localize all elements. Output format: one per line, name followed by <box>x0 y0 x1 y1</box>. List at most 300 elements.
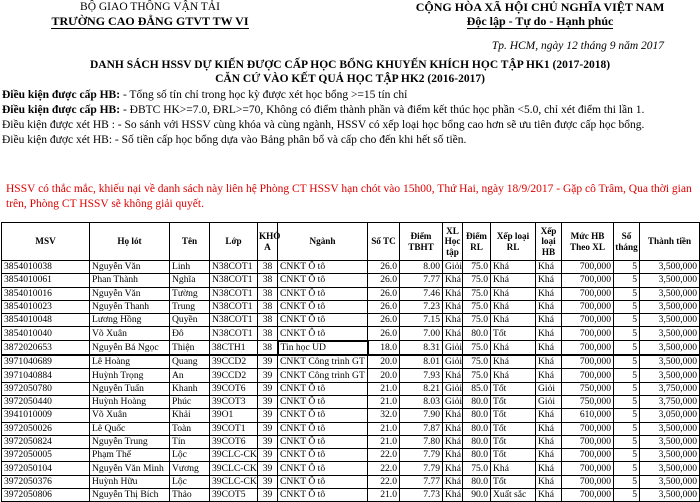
col-nganh-cell: CNKT Ô tô <box>278 314 368 327</box>
col-ho-lot-cell: Võ Xuân <box>90 327 170 341</box>
col-diem-tbht-cell: 7.79 <box>400 462 443 475</box>
col-diem-tbht-cell: 7.23 <box>400 300 443 313</box>
col-diem-tbht-cell: 8.00 <box>400 261 443 274</box>
col-diem-rl-cell: 80.0 <box>463 435 491 448</box>
col-so-tc-cell: 21.0 <box>368 382 400 395</box>
col-ho-lot-cell: Nguyễn Trung <box>90 435 170 448</box>
col-so-thang-cell: 5 <box>614 369 640 382</box>
table-row <box>2 422 700 435</box>
col-lop-cell: N38COT1 <box>210 314 258 327</box>
col-ten-cell: Toàn <box>170 422 210 435</box>
col-msv-cell: 3854010048 <box>2 314 90 327</box>
col-thanh-tien-cell: 3,500,000 <box>640 422 700 435</box>
col-lop-cell: 39CLC-CK <box>210 462 258 475</box>
col-ten-cell: Thiện <box>170 341 210 355</box>
col-thanh-tien-cell: 3,500,000 <box>640 314 700 327</box>
table-row <box>2 409 700 422</box>
col-xep-loai-rl-cell: Khá <box>491 261 536 274</box>
col-xep-loai-hb-cell: Khá <box>536 341 562 355</box>
col-ho-lot-cell: Nguyễn Thị Bích <box>90 489 170 502</box>
col-lop-cell: N38COT1 <box>210 274 258 287</box>
col-nganh-cell: CNKT Ô tô <box>278 435 368 448</box>
col-nganh-cell: CNKT Ô tô <box>278 287 368 300</box>
col-msv-cell: 3972050806 <box>2 489 90 502</box>
condition-text: - Số tiền cấp học bổng dựa vào Bảng phân bổ và cấp cho đến khi hết số tiền. <box>112 134 467 146</box>
col-muc-hb-cell: 750,000 <box>562 382 614 395</box>
col-lop-cell: N38COT1 <box>210 300 258 313</box>
col-khoa-cell: 38 <box>258 314 278 327</box>
col-diem-rl-header: Điểm RL <box>463 223 491 261</box>
col-xep-loai-rl-cell: Khá <box>491 462 536 475</box>
col-thanh-tien-cell: 3,500,000 <box>640 449 700 462</box>
col-so-tc-cell: 18.0 <box>368 341 400 355</box>
col-lop-cell: 39COT6 <box>210 435 258 448</box>
col-xl-hoc-tap-cell: Khá <box>443 422 463 435</box>
col-lop-cell: N38COT1 <box>210 287 258 300</box>
col-muc-hb-cell: 700,000 <box>562 300 614 313</box>
col-ho-lot-cell: Nguyễn Tuấn <box>90 382 170 395</box>
col-ho-lot-cell: Huỳnh Trọng <box>90 369 170 382</box>
condition-2 <box>2 104 644 116</box>
col-xep-loai-hb-cell: Khá <box>536 435 562 448</box>
col-muc-hb-cell: 700,000 <box>562 341 614 355</box>
col-diem-rl-cell: 75.0 <box>463 314 491 327</box>
table-row <box>2 382 700 395</box>
col-diem-rl-cell: 75.0 <box>463 355 491 369</box>
col-xep-loai-hb-cell: Khá <box>536 327 562 341</box>
col-so-thang-cell: 5 <box>614 435 640 448</box>
col-so-tc-cell: 26.0 <box>368 314 400 327</box>
table-row <box>2 355 700 369</box>
col-nganh-cell: CNKT Ô tô <box>278 475 368 488</box>
col-ten-cell: Tín <box>170 435 210 448</box>
col-diem-rl-cell: 90.0 <box>463 489 491 502</box>
col-nganh-cell: Tin học UD <box>278 341 368 355</box>
national-heading <box>380 0 700 29</box>
col-muc-hb-cell: 700,000 <box>562 435 614 448</box>
col-ten-cell: Phúc <box>170 395 210 408</box>
col-ten-cell: An <box>170 369 210 382</box>
col-ten-cell: Đô <box>170 327 210 341</box>
col-xep-loai-hb-cell: Khá <box>536 314 562 327</box>
col-msv-cell: 3972050440 <box>2 395 90 408</box>
col-msv-header: MSV <box>2 223 90 261</box>
col-thanh-tien-cell: 3,500,000 <box>640 355 700 369</box>
col-xl-hoc-tap-cell: Giỏi <box>443 355 463 369</box>
col-xep-loai-hb-cell: Khá <box>536 422 562 435</box>
col-msv-cell: 3854010061 <box>2 274 90 287</box>
col-so-thang-cell: 5 <box>614 409 640 422</box>
col-diem-rl-cell: 80.0 <box>463 422 491 435</box>
condition-4 <box>2 134 466 146</box>
col-so-tc-cell: 26.0 <box>368 300 400 313</box>
col-ten-cell: Nghĩa <box>170 274 210 287</box>
col-xl-hoc-tap-cell: Giỏi <box>443 341 463 355</box>
national-motto: Độc lập - Tự do - Hạnh phúc <box>466 14 614 28</box>
col-xep-loai-rl-cell: Tốt <box>491 435 536 448</box>
col-diem-rl-cell: 85.0 <box>463 382 491 395</box>
col-ho-lot-cell: Huỳnh Hữu <box>90 475 170 488</box>
col-xep-loai-hb-cell: Khá <box>536 300 562 313</box>
table-row <box>2 287 700 300</box>
col-msv-cell: 3972050026 <box>2 422 90 435</box>
col-xl-hoc-tap-cell: Khá <box>443 489 463 502</box>
col-msv-cell: 3854010040 <box>2 327 90 341</box>
col-xl-hoc-tap-header: XL Học tập <box>443 223 463 261</box>
col-so-tc-cell: 26.0 <box>368 261 400 274</box>
col-ho-lot-cell: Nguyễn Văn <box>90 287 170 300</box>
col-diem-tbht-cell: 8.03 <box>400 395 443 408</box>
col-diem-rl-cell: 75.0 <box>463 300 491 313</box>
col-xep-loai-rl-cell: Xuất sắc <box>491 489 536 502</box>
condition-text: : - So sánh với HSSV cùng khóa và cùng ngành, HSSV có xếp loại học bổng cao hơn sẽ ưu tiên được cấp học bổng. <box>108 119 645 131</box>
col-nganh-cell: CNKT Ô tô <box>278 462 368 475</box>
col-khoa-cell: 38 <box>258 341 278 355</box>
col-diem-tbht-cell: 7.93 <box>400 369 443 382</box>
ministry-name: BỘ GIAO THÔNG VẬN TẢI <box>80 1 220 13</box>
col-khoa-cell: 39 <box>258 475 278 488</box>
col-khoa-cell: 39 <box>258 409 278 422</box>
col-xep-loai-hb-cell: Khá <box>536 449 562 462</box>
table-row <box>2 435 700 448</box>
col-msv-cell: 3972050780 <box>2 382 90 395</box>
col-xep-loai-rl-cell: Khá <box>491 314 536 327</box>
col-so-tc-cell: 26.0 <box>368 274 400 287</box>
condition-label: Điều kiện được cấp HB: <box>2 104 121 116</box>
col-muc-hb-cell: 700,000 <box>562 489 614 502</box>
col-xl-hoc-tap-cell: Khá <box>443 314 463 327</box>
col-thanh-tien-cell: 3,750,000 <box>640 382 700 395</box>
col-msv-cell: 3854010038 <box>2 261 90 274</box>
col-ten-cell: Quyền <box>170 314 210 327</box>
col-thanh-tien-cell: 3,500,000 <box>640 327 700 341</box>
col-diem-rl-cell: 75.0 <box>463 287 491 300</box>
col-ho-lot-cell: Nguyễn Văn <box>90 261 170 274</box>
col-ten-cell: Khải <box>170 409 210 422</box>
col-msv-cell: 3972050824 <box>2 435 90 448</box>
col-ho-lot-cell: Lê Quốc <box>90 422 170 435</box>
col-khoa-cell: 39 <box>258 489 278 502</box>
col-ho-lot-cell: Nguyễn Văn Minh <box>90 462 170 475</box>
col-msv-cell: 3972050104 <box>2 462 90 475</box>
col-thanh-tien-cell: 3,750,000 <box>640 395 700 408</box>
condition-label: Điều kiện được xét HB: <box>2 134 113 146</box>
table-row <box>2 369 700 382</box>
col-xl-hoc-tap-cell: Khá <box>443 475 463 488</box>
col-xep-loai-rl-cell: Khá <box>491 274 536 287</box>
col-nganh-cell: CNKT Ô tô <box>278 274 368 287</box>
col-diem-tbht-cell: 8.31 <box>400 341 443 355</box>
col-xep-loai-hb-cell: Khá <box>536 261 562 274</box>
col-ho-lot-cell: Nguyễn Thanh <box>90 300 170 313</box>
condition-1 <box>2 89 407 101</box>
col-ho-lot-cell: Phan Thành <box>90 274 170 287</box>
col-so-tc-header: Số TC <box>368 223 400 261</box>
table-row <box>2 462 700 475</box>
col-diem-tbht-header: Điểm TBHT <box>400 223 443 261</box>
col-ho-lot-cell: Huỳnh Hoàng <box>90 395 170 408</box>
document-subtitle: CĂN CỨ VÀO KẾT QUẢ HỌC TẬP HK2 (2016-2017) <box>215 73 485 85</box>
col-ten-header: Tên <box>170 223 210 261</box>
table-row <box>2 341 700 355</box>
col-xl-hoc-tap-cell: Khá <box>443 274 463 287</box>
col-muc-hb-cell: 700,000 <box>562 369 614 382</box>
col-khoa-cell: 39 <box>258 449 278 462</box>
col-khoa-cell: 39 <box>258 355 278 369</box>
col-thanh-tien-cell: 3,500,000 <box>640 462 700 475</box>
col-xep-loai-hb-cell: Khá <box>536 287 562 300</box>
col-so-tc-cell: 21.0 <box>368 435 400 448</box>
col-nganh-cell: CNKT Ô tô <box>278 395 368 408</box>
col-xep-loai-rl-cell: Tốt <box>491 475 536 488</box>
col-xep-loai-rl-cell: Tốt <box>491 395 536 408</box>
col-nganh-cell: CNKT Ô tô <box>278 489 368 502</box>
col-ho-lot-cell: Võ Xuân <box>90 409 170 422</box>
col-ten-cell: Vương <box>170 462 210 475</box>
col-khoa-header: KHÓ A <box>258 223 278 261</box>
col-khoa-cell: 39 <box>258 382 278 395</box>
col-ten-cell: Thảo <box>170 489 210 502</box>
col-khoa-cell: 38 <box>258 300 278 313</box>
col-lop-cell: 39COT5 <box>210 489 258 502</box>
col-so-thang-cell: 5 <box>614 355 640 369</box>
col-thanh-tien-cell: 3,500,000 <box>640 489 700 502</box>
col-khoa-cell: 39 <box>258 369 278 382</box>
col-xl-hoc-tap-cell: Giỏi <box>443 382 463 395</box>
complaint-notice: HSSV có thắc mắc, khiếu nại về danh sách này liên hệ Phòng CT HSSV hạn chót vào 15h00, Thứ Hai, ngày 18/9/2017 - Gặp cô Trâm, Qua thời gian trên, Phòng CT HSSV sẽ không giải quyết. <box>6 183 692 210</box>
col-thanh-tien-cell: 3,500,000 <box>640 341 700 355</box>
col-thanh-tien-cell: 3,500,000 <box>640 300 700 313</box>
col-diem-tbht-cell: 7.77 <box>400 274 443 287</box>
col-nganh-cell: CNKT Ô tô <box>278 409 368 422</box>
col-xl-hoc-tap-cell: Khá <box>443 449 463 462</box>
col-xep-loai-rl-cell: Tốt <box>491 449 536 462</box>
col-xl-hoc-tap-cell: Khá <box>443 287 463 300</box>
col-msv-cell: 3971040884 <box>2 369 90 382</box>
col-nganh-cell: CNKT Ô tô <box>278 300 368 313</box>
col-thanh-tien-cell: 3,500,000 <box>640 475 700 488</box>
col-xep-loai-rl-cell: Tốt <box>491 409 536 422</box>
col-xl-hoc-tap-cell: Khá <box>443 369 463 382</box>
col-ho-lot-header: Họ lót <box>90 223 170 261</box>
col-so-thang-cell: 5 <box>614 395 640 408</box>
col-muc-hb-cell: 700,000 <box>562 287 614 300</box>
col-muc-hb-cell: 700,000 <box>562 274 614 287</box>
col-ho-lot-cell: Nguyễn Bá Ngọc <box>90 341 170 355</box>
col-so-tc-cell: 22.0 <box>368 475 400 488</box>
col-xep-loai-rl-cell: Khá <box>491 287 536 300</box>
table-row <box>2 274 700 287</box>
col-diem-tbht-cell: 7.73 <box>400 489 443 502</box>
col-diem-tbht-cell: 8.01 <box>400 355 443 369</box>
col-khoa-cell: 39 <box>258 435 278 448</box>
col-diem-rl-cell: 80.0 <box>463 475 491 488</box>
col-diem-tbht-cell: 7.00 <box>400 327 443 341</box>
col-xep-loai-rl-cell: Khá <box>491 369 536 382</box>
document-title: DANH SÁCH HSSV DỰ KIẾN ĐƯỢC CẤP HỌC BỔNG KHUYẾN KHÍCH HỌC TẬP HK1 (2017-2018) <box>89 59 611 71</box>
col-xep-loai-hb-cell: Khá <box>536 489 562 502</box>
col-msv-cell: 3972050005 <box>2 449 90 462</box>
col-so-thang-cell: 5 <box>614 462 640 475</box>
col-xl-hoc-tap-cell: Khá <box>443 327 463 341</box>
col-thanh-tien-cell: 3,500,000 <box>640 274 700 287</box>
col-xep-loai-hb-cell: Khá <box>536 409 562 422</box>
col-muc-hb-cell: 700,000 <box>562 475 614 488</box>
col-diem-rl-cell: 80.0 <box>463 327 491 341</box>
col-muc-hb-cell: 700,000 <box>562 355 614 369</box>
table-row <box>2 395 700 408</box>
col-xl-hoc-tap-cell: Khá <box>443 462 463 475</box>
col-thanh-tien-cell: 3,500,000 <box>640 369 700 382</box>
col-msv-cell: 3854010023 <box>2 300 90 313</box>
col-khoa-cell: 38 <box>258 327 278 341</box>
col-xep-loai-hb-cell: Khá <box>536 475 562 488</box>
col-so-thang-cell: 5 <box>614 475 640 488</box>
col-nganh-cell: CNKT Ô tô <box>278 449 368 462</box>
col-ten-cell: Lộc <box>170 449 210 462</box>
col-ho-lot-cell: Phạm Thế <box>90 449 170 462</box>
table-row <box>2 300 700 313</box>
col-ten-cell: Lộc <box>170 475 210 488</box>
col-nganh-header: Ngành <box>278 223 368 261</box>
col-lop-cell: 38CTH1 <box>210 341 258 355</box>
col-so-tc-cell: 21.0 <box>368 489 400 502</box>
col-so-tc-cell: 21.0 <box>368 422 400 435</box>
col-diem-rl-cell: 80.0 <box>463 449 491 462</box>
col-ten-cell: Khanh <box>170 382 210 395</box>
col-muc-hb-cell: 700,000 <box>562 422 614 435</box>
condition-text: - ĐBTC HK>=7.0, ĐRL>=70, Không có điểm thành phần và điểm kết thúc học phần <5.0, chỉ xét điểm thi lần 1. <box>120 104 645 116</box>
col-so-thang-cell: 5 <box>614 382 640 395</box>
table-row <box>2 489 700 502</box>
col-so-thang-cell: 5 <box>614 287 640 300</box>
col-xep-loai-rl-cell: Tốt <box>491 382 536 395</box>
col-ten-cell: Linh <box>170 261 210 274</box>
col-msv-cell: 3941010009 <box>2 409 90 422</box>
col-so-thang-header: Số tháng <box>614 223 640 261</box>
col-xl-hoc-tap-cell: Giỏi <box>443 395 463 408</box>
col-ho-lot-cell: Lê Hoàng <box>90 355 170 369</box>
col-diem-rl-cell: 75.0 <box>463 261 491 274</box>
col-msv-cell: 3972050376 <box>2 475 90 488</box>
col-lop-cell: 39CLC-CK <box>210 475 258 488</box>
col-khoa-cell: 39 <box>258 422 278 435</box>
col-so-thang-cell: 5 <box>614 300 640 313</box>
col-so-tc-cell: 26.0 <box>368 327 400 341</box>
col-muc-hb-cell: 700,000 <box>562 462 614 475</box>
col-diem-tbht-cell: 7.46 <box>400 287 443 300</box>
col-xep-loai-hb-cell: Khá <box>536 369 562 382</box>
col-thanh-tien-cell: 3,500,000 <box>640 287 700 300</box>
col-xep-loai-rl-header: Xếp loại RL <box>491 223 536 261</box>
col-so-thang-cell: 5 <box>614 449 640 462</box>
table-row <box>2 261 700 274</box>
col-so-thang-cell: 5 <box>614 489 640 502</box>
col-thanh-tien-cell: 3,050,000 <box>640 409 700 422</box>
col-lop-cell: 39CCD2 <box>210 369 258 382</box>
scholarship-table <box>1 222 700 502</box>
col-lop-cell: 39CLC-CK <box>210 449 258 462</box>
col-nganh-cell: CNKT Công trình GT <box>278 369 368 382</box>
col-ten-cell: Tường <box>170 287 210 300</box>
col-muc-hb-cell: 610,000 <box>562 409 614 422</box>
col-xep-loai-rl-cell: Khá <box>491 300 536 313</box>
col-nganh-cell: CNKT Ô tô <box>278 382 368 395</box>
col-so-tc-cell: 22.0 <box>368 462 400 475</box>
col-so-thang-cell: 5 <box>614 341 640 355</box>
col-xep-loai-hb-cell: Giỏi <box>536 395 562 408</box>
col-xep-loai-rl-cell: Khá <box>491 341 536 355</box>
col-so-tc-cell: 22.0 <box>368 449 400 462</box>
col-xep-loai-hb-cell: Khá <box>536 462 562 475</box>
col-so-thang-cell: 5 <box>614 327 640 341</box>
col-thanh-tien-cell: 3,500,000 <box>640 435 700 448</box>
table-header-row <box>2 223 700 261</box>
col-diem-rl-cell: 75.0 <box>463 462 491 475</box>
col-khoa-cell: 39 <box>258 462 278 475</box>
col-xep-loai-rl-cell: Tốt <box>491 327 536 341</box>
table-row <box>2 475 700 488</box>
col-ho-lot-cell: Lương Hồng <box>90 314 170 327</box>
school-name: TRƯỜNG CAO ĐẲNG GTVT TW VI <box>51 14 249 28</box>
col-muc-hb-cell: 700,000 <box>562 261 614 274</box>
col-so-tc-cell: 20.0 <box>368 355 400 369</box>
col-khoa-cell: 38 <box>258 261 278 274</box>
col-diem-tbht-cell: 7.77 <box>400 475 443 488</box>
col-xl-hoc-tap-cell: Khá <box>443 409 463 422</box>
col-lop-cell: N38COT1 <box>210 261 258 274</box>
col-xep-loai-hb-cell: Khá <box>536 274 562 287</box>
col-thanh-tien-header: Thành tiền <box>640 223 700 261</box>
col-muc-hb-cell: 700,000 <box>562 327 614 341</box>
col-xl-hoc-tap-cell: Khá <box>443 435 463 448</box>
col-diem-tbht-cell: 7.15 <box>400 314 443 327</box>
col-xl-hoc-tap-cell: Khá <box>443 300 463 313</box>
col-khoa-cell: 39 <box>258 395 278 408</box>
col-nganh-cell: CNKT Công trình GT <box>278 355 368 369</box>
col-so-thang-cell: 5 <box>614 422 640 435</box>
col-msv-cell: 3854010016 <box>2 287 90 300</box>
condition-text: - Tổng số tín chỉ trong học kỳ được xét học bổng >=15 tín chỉ <box>120 89 408 101</box>
col-muc-hb-cell: 700,000 <box>562 314 614 327</box>
col-ten-cell: Trung <box>170 300 210 313</box>
col-ten-cell: Quang <box>170 355 210 369</box>
col-so-tc-cell: 21.0 <box>368 395 400 408</box>
table-row <box>2 449 700 462</box>
col-diem-tbht-cell: 7.79 <box>400 449 443 462</box>
col-diem-tbht-cell: 7.87 <box>400 422 443 435</box>
col-lop-header: Lớp <box>210 223 258 261</box>
col-muc-hb-cell: 700,000 <box>562 449 614 462</box>
col-so-tc-cell: 26.0 <box>368 287 400 300</box>
col-khoa-cell: 38 <box>258 274 278 287</box>
col-xep-loai-hb-cell: Khá <box>536 355 562 369</box>
col-msv-cell: 3872020653 <box>2 341 90 355</box>
col-diem-tbht-cell: 7.80 <box>400 435 443 448</box>
col-xep-loai-rl-cell: Tốt <box>491 422 536 435</box>
table-row <box>2 314 700 327</box>
col-diem-rl-cell: 80.0 <box>463 395 491 408</box>
col-nganh-cell: CNKT Ô tô <box>278 327 368 341</box>
col-lop-cell: N38COT1 <box>210 327 258 341</box>
col-diem-rl-cell: 75.0 <box>463 341 491 355</box>
col-lop-cell: 39CCD2 <box>210 355 258 369</box>
col-muc-hb-cell: 750,000 <box>562 395 614 408</box>
condition-label: Điều kiện được cấp HB: <box>2 89 121 101</box>
col-so-thang-cell: 5 <box>614 314 640 327</box>
condition-label: Điều kiện được xét HB <box>2 119 109 131</box>
col-muc-hb-header: Mức HB Theo XL <box>562 223 614 261</box>
